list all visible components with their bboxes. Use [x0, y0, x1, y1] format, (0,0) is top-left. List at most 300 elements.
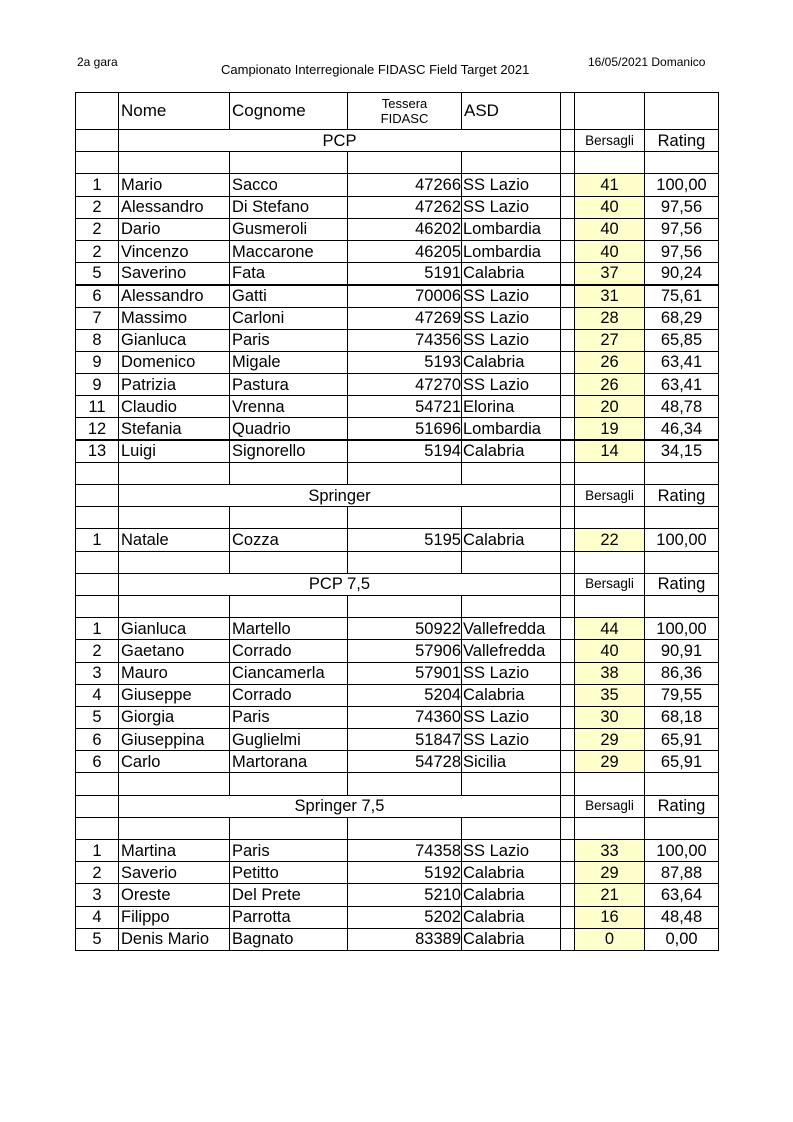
first-name-cell: Claudio — [119, 396, 230, 418]
table-row — [76, 374, 719, 396]
empty-cell — [230, 817, 348, 839]
bersagli-cell: 35 — [575, 684, 645, 706]
tessera-cell: 57901 — [348, 662, 462, 684]
bersagli-cell: 33 — [575, 840, 645, 862]
table-row — [76, 906, 719, 928]
rating-cell: 65,91 — [645, 751, 719, 773]
asd-cell: SS Lazio — [462, 662, 561, 684]
tessera-cell: 5202 — [348, 906, 462, 928]
bersagli-cell: 26 — [575, 351, 645, 373]
first-name-cell: Luigi — [119, 440, 230, 462]
empty-cell — [76, 573, 119, 595]
tessera-cell: 47266 — [348, 174, 462, 196]
tessera-cell: 47270 — [348, 374, 462, 396]
bersagli-cell: 19 — [575, 418, 645, 440]
rating-header: Rating — [645, 795, 719, 817]
position-cell: 3 — [76, 884, 119, 906]
empty-cell — [561, 462, 575, 484]
bersagli-cell: 41 — [575, 174, 645, 196]
position-cell: 2 — [76, 196, 119, 218]
empty-cell — [119, 551, 230, 573]
spacer-cell — [561, 418, 575, 440]
asd-cell: Vallefredda — [462, 618, 561, 640]
last-name-cell: Corrado — [230, 684, 348, 706]
bersagli-cell: 38 — [575, 662, 645, 684]
tessera-cell: 51847 — [348, 729, 462, 751]
empty-cell — [76, 795, 119, 817]
first-name-cell: Saverino — [119, 263, 230, 285]
tessera-cell: 5192 — [348, 862, 462, 884]
rating-cell: 100,00 — [645, 618, 719, 640]
bersagli-cell: 22 — [575, 529, 645, 551]
table-row — [76, 418, 719, 440]
table-row — [76, 263, 719, 285]
first-name-cell: Alessandro — [119, 285, 230, 307]
first-name-cell: Dario — [119, 218, 230, 240]
position-cell: 1 — [76, 840, 119, 862]
rating-cell: 87,88 — [645, 862, 719, 884]
empty-cell — [561, 152, 575, 174]
spacer-cell — [561, 706, 575, 728]
last-name-cell: Paris — [230, 706, 348, 728]
position-cell: 1 — [76, 618, 119, 640]
first-name-cell: Saverio — [119, 862, 230, 884]
bersagli-cell: 21 — [575, 884, 645, 906]
asd-cell: Lombardia — [462, 240, 561, 262]
empty-cell — [462, 462, 561, 484]
last-name-cell: Pastura — [230, 374, 348, 396]
empty-cell — [575, 817, 645, 839]
spacer-cell — [561, 307, 575, 329]
page-title: Campionato Interregionale FIDASC Field Target 2021 — [221, 62, 530, 77]
tessera-cell: 83389 — [348, 928, 462, 950]
spacer-cell — [561, 618, 575, 640]
rating-cell: 68,29 — [645, 307, 719, 329]
last-name-cell: Sacco — [230, 174, 348, 196]
table-row — [76, 862, 719, 884]
rating-cell: 100,00 — [645, 174, 719, 196]
spacer-cell — [561, 662, 575, 684]
table-row — [76, 440, 719, 462]
table-row — [76, 351, 719, 373]
empty-cell — [230, 462, 348, 484]
rating-cell: 90,91 — [645, 640, 719, 662]
spacer-cell — [561, 285, 575, 307]
bersagli-cell: 14 — [575, 440, 645, 462]
first-name-cell: Carlo — [119, 751, 230, 773]
first-name-cell: Mauro — [119, 662, 230, 684]
empty-cell — [119, 773, 230, 795]
bersagli-cell: 29 — [575, 729, 645, 751]
section-title-row — [76, 485, 719, 507]
last-name-cell: Signorello — [230, 440, 348, 462]
empty-cell — [561, 795, 575, 817]
spacer-cell — [561, 374, 575, 396]
table-row — [76, 196, 719, 218]
last-name-cell: Martello — [230, 618, 348, 640]
empty-cell — [230, 551, 348, 573]
asd-cell: SS Lazio — [462, 329, 561, 351]
tessera-cell: 47269 — [348, 307, 462, 329]
rating-cell: 0,00 — [645, 928, 719, 950]
col-spacer-header — [561, 93, 575, 130]
section-spacer-row — [76, 817, 719, 839]
empty-cell — [348, 595, 462, 617]
empty-cell — [561, 551, 575, 573]
first-name-cell: Stefania — [119, 418, 230, 440]
tessera-line2: FIDASC — [380, 111, 429, 126]
tessera-cell: 74356 — [348, 329, 462, 351]
asd-cell: Sicilia — [462, 751, 561, 773]
tessera-line1: Tessera — [381, 96, 428, 111]
spacer-cell — [561, 440, 575, 462]
last-name-cell: Carloni — [230, 307, 348, 329]
tessera-cell: 70006 — [348, 285, 462, 307]
last-name-cell: Parrotta — [230, 906, 348, 928]
empty-cell — [462, 551, 561, 573]
empty-cell — [575, 152, 645, 174]
col-tessera-header — [348, 93, 462, 130]
rating-header: Rating — [645, 130, 719, 152]
tessera-cell: 74360 — [348, 706, 462, 728]
empty-cell — [645, 817, 719, 839]
position-cell: 1 — [76, 174, 119, 196]
empty-cell — [76, 551, 119, 573]
section-spacer-row — [76, 595, 719, 617]
empty-cell — [119, 462, 230, 484]
section-spacer-row — [76, 507, 719, 529]
last-name-cell: Guglielmi — [230, 729, 348, 751]
table-row — [76, 174, 719, 196]
spacer-cell — [561, 840, 575, 862]
first-name-cell: Domenico — [119, 351, 230, 373]
empty-cell — [348, 773, 462, 795]
spacer-cell — [561, 329, 575, 351]
spacer-cell — [561, 196, 575, 218]
first-name-cell: Filippo — [119, 906, 230, 928]
empty-cell — [76, 817, 119, 839]
column-header-row — [76, 93, 719, 130]
empty-cell — [561, 485, 575, 507]
first-name-cell: Giuseppe — [119, 684, 230, 706]
table-row — [76, 396, 719, 418]
asd-cell: Calabria — [462, 529, 561, 551]
table-row — [76, 640, 719, 662]
section-title-row — [76, 573, 719, 595]
first-name-cell: Mario — [119, 174, 230, 196]
col-nome-header: Nome — [119, 93, 230, 130]
empty-cell — [76, 507, 119, 529]
section-title: Springer — [119, 485, 561, 507]
tessera-cell: 47262 — [348, 196, 462, 218]
table-row — [76, 285, 719, 307]
table-row — [76, 662, 719, 684]
section-spacer-row — [76, 152, 719, 174]
empty-cell — [462, 817, 561, 839]
bersagli-cell: 31 — [575, 285, 645, 307]
rating-cell: 63,64 — [645, 884, 719, 906]
bersagli-cell: 30 — [575, 706, 645, 728]
rating-cell: 48,48 — [645, 906, 719, 928]
rating-cell: 100,00 — [645, 840, 719, 862]
position-cell: 1 — [76, 529, 119, 551]
last-name-cell: Fata — [230, 263, 348, 285]
last-name-cell: Gatti — [230, 285, 348, 307]
section-gap-row — [76, 773, 719, 795]
table-row — [76, 529, 719, 551]
position-cell: 5 — [76, 928, 119, 950]
tessera-cell: 5191 — [348, 263, 462, 285]
asd-cell: SS Lazio — [462, 706, 561, 728]
asd-cell: Calabria — [462, 440, 561, 462]
tessera-cell: 46205 — [348, 240, 462, 262]
rating-cell: 100,00 — [645, 529, 719, 551]
section-title-row — [76, 130, 719, 152]
empty-cell — [348, 462, 462, 484]
last-name-cell: Paris — [230, 329, 348, 351]
last-name-cell: Quadrio — [230, 418, 348, 440]
position-cell: 6 — [76, 285, 119, 307]
first-name-cell: Vincenzo — [119, 240, 230, 262]
asd-cell: Calabria — [462, 884, 561, 906]
empty-cell — [645, 462, 719, 484]
first-name-cell: Gaetano — [119, 640, 230, 662]
rating-cell: 63,41 — [645, 351, 719, 373]
col-pos-header — [76, 93, 119, 130]
section-title-row — [76, 795, 719, 817]
empty-cell — [76, 595, 119, 617]
empty-cell — [575, 595, 645, 617]
table-row — [76, 240, 719, 262]
rating-cell: 97,56 — [645, 196, 719, 218]
rating-cell: 90,24 — [645, 263, 719, 285]
asd-cell: Calabria — [462, 928, 561, 950]
asd-cell: Calabria — [462, 906, 561, 928]
first-name-cell: Gianluca — [119, 329, 230, 351]
empty-cell — [575, 462, 645, 484]
bersagli-cell: 44 — [575, 618, 645, 640]
spacer-cell — [561, 751, 575, 773]
empty-cell — [348, 507, 462, 529]
empty-cell — [348, 817, 462, 839]
table-row — [76, 684, 719, 706]
first-name-cell: Giuseppina — [119, 729, 230, 751]
empty-cell — [230, 507, 348, 529]
first-name-cell: Gianluca — [119, 618, 230, 640]
rating-cell: 48,78 — [645, 396, 719, 418]
tessera-cell: 5210 — [348, 884, 462, 906]
bersagli-cell: 26 — [575, 374, 645, 396]
empty-cell — [119, 507, 230, 529]
rating-cell: 97,56 — [645, 240, 719, 262]
spacer-cell — [561, 729, 575, 751]
empty-cell — [645, 152, 719, 174]
position-cell: 2 — [76, 862, 119, 884]
empty-cell — [119, 817, 230, 839]
position-cell: 6 — [76, 751, 119, 773]
last-name-cell: Bagnato — [230, 928, 348, 950]
spacer-cell — [561, 884, 575, 906]
asd-cell: SS Lazio — [462, 840, 561, 862]
table-row — [76, 307, 719, 329]
position-cell: 11 — [76, 396, 119, 418]
empty-cell — [561, 507, 575, 529]
empty-cell — [76, 485, 119, 507]
last-name-cell: Migale — [230, 351, 348, 373]
empty-cell — [76, 462, 119, 484]
asd-cell: Lombardia — [462, 418, 561, 440]
empty-cell — [645, 551, 719, 573]
empty-cell — [462, 595, 561, 617]
rating-cell: 97,56 — [645, 218, 719, 240]
spacer-cell — [561, 240, 575, 262]
spacer-cell — [561, 263, 575, 285]
last-name-cell: Petitto — [230, 862, 348, 884]
section-gap-row — [76, 551, 719, 573]
position-cell: 8 — [76, 329, 119, 351]
last-name-cell: Martorana — [230, 751, 348, 773]
tessera-cell: 54721 — [348, 396, 462, 418]
empty-cell — [230, 595, 348, 617]
position-cell: 6 — [76, 729, 119, 751]
tessera-cell: 74358 — [348, 840, 462, 862]
asd-cell: SS Lazio — [462, 196, 561, 218]
bersagli-cell: 0 — [575, 928, 645, 950]
asd-cell: Calabria — [462, 862, 561, 884]
empty-cell — [645, 507, 719, 529]
position-cell: 9 — [76, 374, 119, 396]
tessera-cell: 5195 — [348, 529, 462, 551]
last-name-cell: Cozza — [230, 529, 348, 551]
empty-cell — [348, 551, 462, 573]
table-row — [76, 751, 719, 773]
table-row — [76, 928, 719, 950]
last-name-cell: Corrado — [230, 640, 348, 662]
asd-cell: SS Lazio — [462, 174, 561, 196]
first-name-cell: Patrizia — [119, 374, 230, 396]
tessera-cell: 54728 — [348, 751, 462, 773]
asd-cell: SS Lazio — [462, 729, 561, 751]
rating-header: Rating — [645, 573, 719, 595]
empty-cell — [561, 817, 575, 839]
tessera-cell: 57906 — [348, 640, 462, 662]
last-name-cell: Vrenna — [230, 396, 348, 418]
bersagli-header: Bersagli — [575, 573, 645, 595]
col-asd-header: ASD — [462, 93, 561, 130]
bersagli-cell: 29 — [575, 751, 645, 773]
position-cell: 2 — [76, 240, 119, 262]
section-gap-row — [76, 462, 719, 484]
empty-cell — [575, 507, 645, 529]
last-name-cell: Gusmeroli — [230, 218, 348, 240]
table-row — [76, 618, 719, 640]
results-table — [75, 92, 719, 951]
rating-cell: 63,41 — [645, 374, 719, 396]
position-cell: 13 — [76, 440, 119, 462]
table-row — [76, 706, 719, 728]
spacer-cell — [561, 684, 575, 706]
asd-cell: Elorina — [462, 396, 561, 418]
bersagli-cell: 29 — [575, 862, 645, 884]
empty-cell — [348, 152, 462, 174]
position-cell: 4 — [76, 684, 119, 706]
empty-cell — [76, 130, 119, 152]
table-row — [76, 329, 719, 351]
section-title: PCP — [119, 130, 561, 152]
position-cell: 9 — [76, 351, 119, 373]
first-name-cell: Giorgia — [119, 706, 230, 728]
bersagli-cell: 16 — [575, 906, 645, 928]
empty-cell — [119, 595, 230, 617]
empty-cell — [645, 595, 719, 617]
bersagli-header: Bersagli — [575, 795, 645, 817]
bersagli-cell: 40 — [575, 218, 645, 240]
empty-cell — [462, 152, 561, 174]
rating-cell: 46,34 — [645, 418, 719, 440]
empty-cell — [76, 773, 119, 795]
section-title: Springer 7,5 — [119, 795, 561, 817]
col-cognome-header: Cognome — [230, 93, 348, 130]
empty-cell — [76, 152, 119, 174]
asd-cell: Lombardia — [462, 218, 561, 240]
position-cell: 12 — [76, 418, 119, 440]
spacer-cell — [561, 396, 575, 418]
tessera-cell: 50922 — [348, 618, 462, 640]
position-cell: 5 — [76, 263, 119, 285]
race-number: 2a gara — [77, 55, 118, 69]
position-cell: 5 — [76, 706, 119, 728]
bersagli-cell: 40 — [575, 196, 645, 218]
tessera-cell: 5194 — [348, 440, 462, 462]
rating-cell: 75,61 — [645, 285, 719, 307]
position-cell: 2 — [76, 218, 119, 240]
spacer-cell — [561, 218, 575, 240]
rating-header: Rating — [645, 485, 719, 507]
table-row — [76, 729, 719, 751]
section-title: PCP 7,5 — [119, 573, 561, 595]
first-name-cell: Massimo — [119, 307, 230, 329]
first-name-cell: Martina — [119, 840, 230, 862]
spacer-cell — [561, 351, 575, 373]
empty-cell — [462, 773, 561, 795]
empty-cell — [561, 595, 575, 617]
table-row — [76, 840, 719, 862]
empty-cell — [575, 551, 645, 573]
asd-cell: Vallefredda — [462, 640, 561, 662]
rating-cell: 68,18 — [645, 706, 719, 728]
asd-cell: Calabria — [462, 351, 561, 373]
asd-cell: Calabria — [462, 263, 561, 285]
asd-cell: SS Lazio — [462, 307, 561, 329]
bersagli-header: Bersagli — [575, 485, 645, 507]
spacer-cell — [561, 529, 575, 551]
asd-cell: SS Lazio — [462, 285, 561, 307]
empty-cell — [561, 773, 575, 795]
bersagli-cell: 40 — [575, 640, 645, 662]
first-name-cell: Oreste — [119, 884, 230, 906]
bersagli-cell: 37 — [575, 263, 645, 285]
date-location: 16/05/2021 Domanico — [588, 55, 706, 69]
first-name-cell: Natale — [119, 529, 230, 551]
tessera-cell: 46202 — [348, 218, 462, 240]
bersagli-cell: 20 — [575, 396, 645, 418]
rating-cell: 65,91 — [645, 729, 719, 751]
last-name-cell: Paris — [230, 840, 348, 862]
bersagli-cell: 27 — [575, 329, 645, 351]
spacer-cell — [561, 640, 575, 662]
empty-cell — [462, 507, 561, 529]
empty-cell — [230, 152, 348, 174]
